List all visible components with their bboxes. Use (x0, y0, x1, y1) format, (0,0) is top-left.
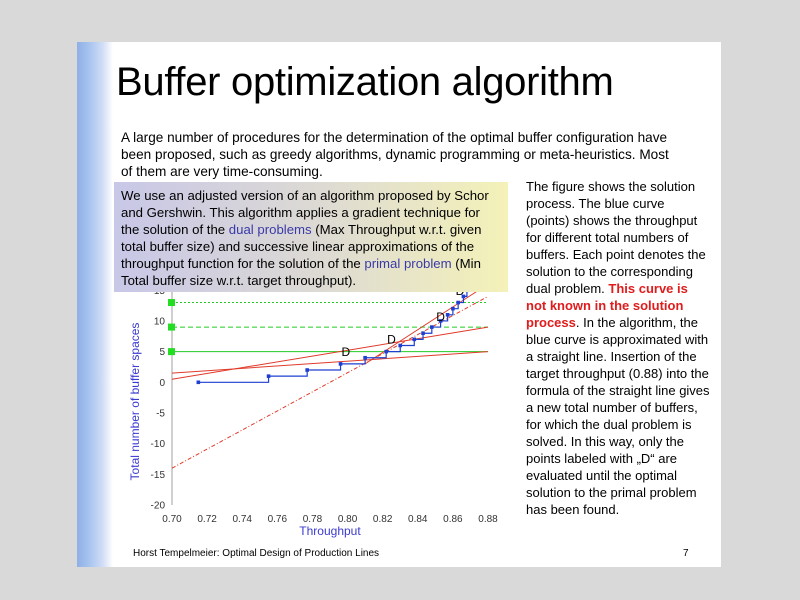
page-number: 7 (683, 548, 689, 559)
method-description-box (114, 182, 508, 292)
y-axis-title: Total number of buffer spaces (128, 322, 142, 481)
data-point (456, 301, 460, 305)
x-tick-label: 0.74 (232, 514, 252, 525)
target-level-marker (168, 299, 175, 306)
explanation-text-1: The figure shows the solution process. The blue curve (points) shows the throughput for different total numbers of buffers. Each point denotes the solution to the corresponding dual problem. (526, 179, 706, 296)
x-tick-label: 0.82 (372, 514, 393, 525)
data-point (430, 325, 434, 329)
box-text-1: We use an adjusted version of an algorithm proposed by Schor and Gershwin. This algorithm applies a gradient technique for the solution of the (121, 188, 489, 237)
intro-paragraph: A large number of procedures for the determination of the optimal buffer configuration have been proposed, such as greedy algorithms, dynamic programming or meta-heuristics. Most of them are very time-consuming. (121, 130, 669, 179)
x-tick-label: 0.80 (337, 514, 358, 525)
data-point (339, 362, 343, 366)
y-tick-label: 10 (153, 316, 165, 328)
primal-problem-term: primal problem (364, 256, 452, 271)
slide (77, 42, 721, 567)
data-point (197, 380, 201, 384)
evaluated-point-label: D (387, 332, 396, 347)
data-point (451, 307, 455, 311)
x-tick-label: 0.78 (302, 514, 323, 525)
x-axis-title: Throughput (299, 524, 361, 538)
data-point (305, 368, 309, 372)
y-tick-label: 5 (159, 347, 165, 359)
data-point (384, 350, 388, 354)
data-point (421, 331, 425, 335)
throughput-curve (198, 284, 470, 382)
target-level-marker (168, 348, 175, 355)
y-tick-label: 0 (159, 377, 165, 389)
footer-text: Horst Tempelmeier: Optimal Design of Production Lines (133, 548, 380, 559)
y-tick-label: -20 (150, 500, 165, 512)
explanation-text-2: . In the algorithm, the blue curve is approximated with a straight line. Insertion of the target throughput (0.88) into the formula of the straight line gives a new total number of buffers, for which the dual problem is solved. In this way, only the points labeled with „D“ are evaluated until the optimal solution to the primal problem has been found. (526, 315, 710, 517)
x-tick-label: 0.86 (443, 514, 463, 525)
x-tick-label: 0.84 (408, 514, 428, 525)
y-tick-label: -5 (156, 408, 165, 420)
data-point (398, 344, 402, 348)
evaluated-point-label: D (341, 344, 351, 359)
data-point (446, 313, 450, 317)
x-tick-label: 0.76 (267, 514, 288, 525)
y-tick-label: -10 (150, 439, 165, 451)
evaluated-point-label: D (436, 309, 445, 324)
data-point (363, 356, 367, 360)
dual-problems-term: dual problems (228, 222, 312, 237)
explanation-highlight: This curve is not known in the solution process (526, 281, 688, 330)
x-tick-label: 0.72 (197, 514, 217, 525)
y-tick-label: -15 (150, 469, 165, 481)
target-level-marker (168, 324, 175, 331)
approximation-line (172, 327, 488, 379)
slide-title: Buffer optimization algorithm (116, 60, 614, 104)
box-text-2: (Max Throughput w.r.t. given total buffer size) and successive linear approximations of the throughput function for the solution of the (121, 222, 482, 271)
x-tick-label: 0.70 (162, 514, 182, 525)
data-point (412, 338, 416, 342)
box-text-3: (Min Total buffer size w.r.t. target throughput). (121, 256, 481, 288)
figure-explanation (526, 178, 711, 518)
data-point (267, 374, 271, 378)
x-tick-label: 0.88 (478, 514, 498, 525)
